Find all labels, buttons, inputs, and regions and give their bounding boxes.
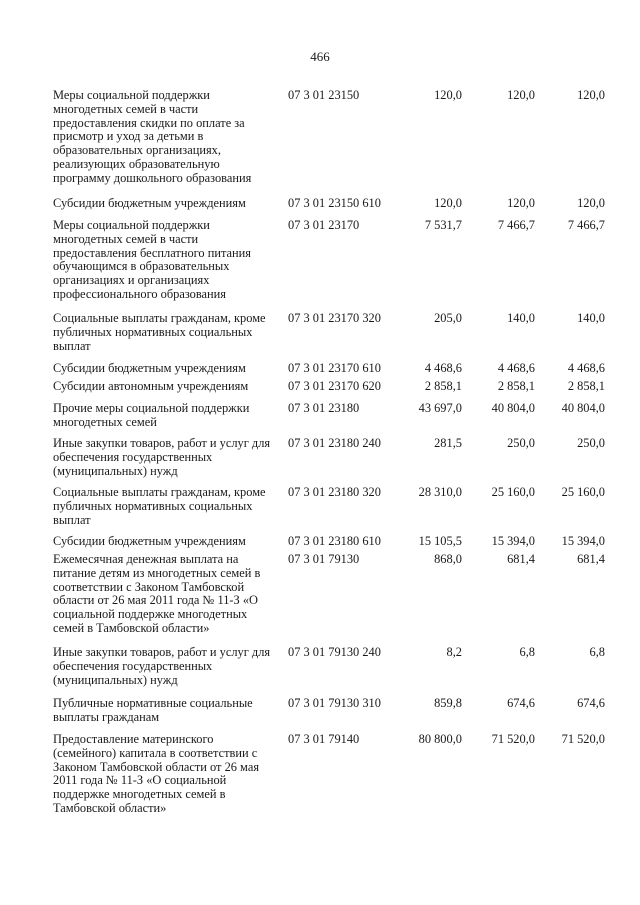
row-value-1: 859,8 <box>434 696 462 710</box>
row-value-2: 71 520,0 <box>491 732 535 746</box>
row-name: Субсидии бюджетным учреждениям <box>53 196 246 210</box>
row-code: 07 3 01 23150 610 <box>288 196 381 210</box>
row-value-1: 4 468,6 <box>424 361 462 375</box>
row-value-3: 25 160,0 <box>561 485 605 499</box>
row-code: 07 3 01 79130 <box>288 552 360 566</box>
row-value-1: 80 800,0 <box>418 732 462 746</box>
row-code: 07 3 01 79130 240 <box>288 645 381 659</box>
row-code: 07 3 01 23170 620 <box>288 379 381 393</box>
row-value-2: 15 394,0 <box>491 534 535 548</box>
row-code: 07 3 01 79130 310 <box>288 696 381 710</box>
row-code: 07 3 01 23180 <box>288 401 360 415</box>
row-name: Субсидии бюджетным учреждениям <box>53 361 246 375</box>
row-name: Субсидии бюджетным учреждениям <box>53 534 246 548</box>
row-name: Меры социальной поддержки многодетных семей в части предоставления бесплатного питания обучающимся в образовательных организациях и организациях профессионального образования <box>53 218 252 301</box>
row-value-1: 281,5 <box>434 436 462 450</box>
row-code: 07 3 01 23170 320 <box>288 311 381 325</box>
row-value-1: 28 310,0 <box>418 485 462 499</box>
row-value-1: 120,0 <box>434 88 462 102</box>
row-code: 07 3 01 23170 610 <box>288 361 381 375</box>
row-code: 07 3 01 79140 <box>288 732 360 746</box>
row-value-3: 674,6 <box>577 696 605 710</box>
row-value-2: 120,0 <box>507 88 535 102</box>
row-value-1: 120,0 <box>434 196 462 210</box>
row-code: 07 3 01 23150 <box>288 88 360 102</box>
row-value-2: 25 160,0 <box>491 485 535 499</box>
row-code: 07 3 01 23170 <box>288 218 360 232</box>
row-name: Предоставление материнского (семейного) капитала в соответствии с Законом Тамбовской области от 26 мая 2011 года № 11-З «О социальной поддержке многодетных семей в Тамбовской области» <box>53 732 260 815</box>
row-value-1: 868,0 <box>434 552 462 566</box>
row-name: Публичные нормативные социальные выплаты гражданам <box>53 696 253 724</box>
row-value-3: 681,4 <box>577 552 605 566</box>
row-value-3: 120,0 <box>577 88 605 102</box>
row-value-3: 71 520,0 <box>561 732 605 746</box>
row-name: Иные закупки товаров, работ и услуг для обеспечения государственных (муниципальных) нужд <box>53 645 271 687</box>
row-value-1: 43 697,0 <box>418 401 462 415</box>
row-value-3: 15 394,0 <box>561 534 605 548</box>
row-code: 07 3 01 23180 320 <box>288 485 381 499</box>
row-value-3: 250,0 <box>577 436 605 450</box>
row-value-3: 4 468,6 <box>567 361 605 375</box>
row-value-2: 40 804,0 <box>491 401 535 415</box>
row-name: Социальные выплаты гражданам, кроме публичных нормативных социальных выплат <box>53 311 266 353</box>
row-value-3: 2 858,1 <box>567 379 605 393</box>
row-name: Прочие меры социальной поддержки многодетных семей <box>53 401 250 429</box>
row-code: 07 3 01 23180 610 <box>288 534 381 548</box>
row-value-2: 250,0 <box>507 436 535 450</box>
row-name: Ежемесячная денежная выплата на питание детям из многодетных семей в соответствии с Законом Тамбовской области от 26 мая 2011 года № 11-З «О социальной поддержке многодетных семей в Тамбовской области» <box>53 552 261 635</box>
row-name: Социальные выплаты гражданам, кроме публичных нормативных социальных выплат <box>53 485 266 527</box>
row-value-2: 4 468,6 <box>497 361 535 375</box>
row-name: Субсидии автономным учреждениям <box>53 379 249 393</box>
row-value-2: 140,0 <box>507 311 535 325</box>
row-name: Меры социальной поддержки многодетных семей в части предоставления скидки по оплате за присмотр и уход за детьми в образовательных организациях, реализующих образовательную программу дошкольного образования <box>53 88 252 185</box>
row-value-2: 681,4 <box>507 552 535 566</box>
row-value-1: 205,0 <box>434 311 462 325</box>
row-value-3: 6,8 <box>589 645 605 659</box>
page-number: 466 <box>310 49 330 64</box>
row-name: Иные закупки товаров, работ и услуг для обеспечения государственных (муниципальных) нужд <box>53 436 271 478</box>
row-value-2: 7 466,7 <box>497 218 535 232</box>
row-value-3: 40 804,0 <box>561 401 605 415</box>
row-value-1: 8,2 <box>446 645 462 659</box>
row-value-2: 2 858,1 <box>497 379 535 393</box>
row-value-1: 7 531,7 <box>424 218 462 232</box>
row-value-1: 2 858,1 <box>424 379 462 393</box>
row-value-3: 140,0 <box>577 311 605 325</box>
row-value-2: 120,0 <box>507 196 535 210</box>
row-value-3: 120,0 <box>577 196 605 210</box>
row-value-3: 7 466,7 <box>567 218 605 232</box>
row-value-1: 15 105,5 <box>418 534 462 548</box>
row-code: 07 3 01 23180 240 <box>288 436 381 450</box>
row-value-2: 6,8 <box>519 645 535 659</box>
row-value-2: 674,6 <box>507 696 535 710</box>
